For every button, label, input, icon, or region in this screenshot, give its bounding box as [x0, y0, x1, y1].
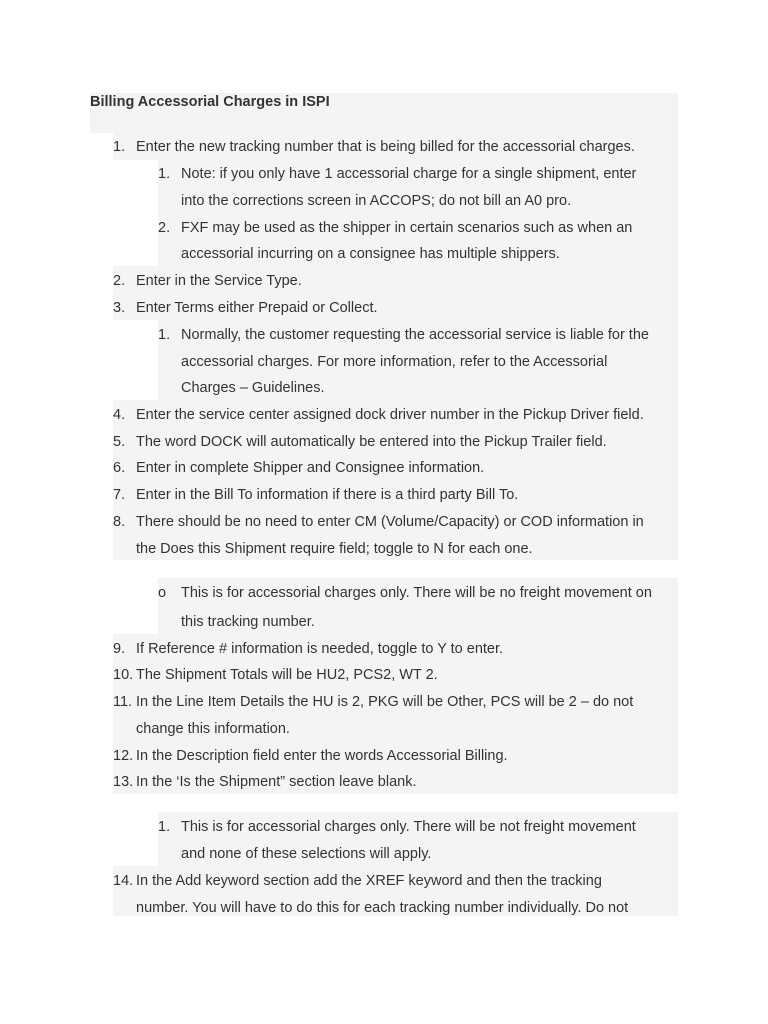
list-item-text: This is for accessorial charges only. There will be not freight movement: [181, 819, 636, 835]
list-item-text: In the Line Item Details the HU is 2, PKG will be Other, PCS will be 2 – do not: [136, 694, 634, 710]
list-item-text: Charges – Guidelines.: [181, 380, 325, 396]
list-item-text: In the Description field enter the words Accessorial Billing.: [136, 748, 508, 764]
list-number: 12.: [113, 748, 134, 764]
list-number: 1.: [158, 166, 171, 182]
list-number: 3.: [113, 300, 126, 316]
highlight-band: [113, 400, 678, 560]
list-number: 6.: [113, 460, 126, 476]
list-number: 5.: [113, 434, 126, 450]
list-item-text: Enter the new tracking number that is being billed for the accessorial charges.: [136, 139, 635, 155]
list-number: 1.: [158, 819, 171, 835]
list-item-text: In the Add keyword section add the XREF keyword and then the tracking: [136, 873, 602, 889]
list-item-text: Enter in the Bill To information if there is a third party Bill To.: [136, 487, 519, 503]
list-item-text: FXF may be used as the shipper in certain scenarios such as when an: [181, 220, 633, 236]
list-item-text: and none of these selections will apply.: [181, 846, 432, 862]
list-number: 1.: [113, 139, 126, 155]
list-item-text: Enter Terms either Prepaid or Collect.: [136, 300, 378, 316]
document-title: Billing Accessorial Charges in ISPI: [90, 94, 330, 110]
list-item-text: Note: if you only have 1 accessorial charge for a single shipment, enter: [181, 166, 637, 182]
list-item-text: number. You will have to do this for each tracking number individually. Do not: [136, 900, 629, 916]
list-item-text: Enter the service center assigned dock driver number in the Pickup Driver field.: [136, 407, 644, 423]
list-number: 2.: [158, 220, 171, 236]
list-item-text: This is for accessorial charges only. There will be no freight movement on: [181, 585, 652, 601]
list-number: 8.: [113, 514, 126, 530]
list-item-text: into the corrections screen in ACCOPS; do not bill an A0 pro.: [181, 193, 572, 209]
list-number: 10.: [113, 667, 134, 683]
list-item-text: If Reference # information is needed, toggle to Y to enter.: [136, 641, 504, 657]
list-item-text: Enter in complete Shipper and Consignee information.: [136, 460, 485, 476]
list-item-text: There should be no need to enter CM (Volume/Capacity) or COD information in: [136, 514, 644, 530]
list-item-text: this tracking number.: [181, 614, 315, 630]
list-item-text: Normally, the customer requesting the accessorial service is liable for the: [181, 327, 649, 343]
list-item-text: The word DOCK will automatically be entered into the Pickup Trailer field.: [136, 434, 607, 450]
list-item-text: Enter in the Service Type.: [136, 273, 302, 289]
list-item-text: change this information.: [136, 721, 290, 737]
list-number: 7.: [113, 487, 126, 503]
list-number: 14.: [113, 873, 134, 889]
list-number: 2.: [113, 273, 126, 289]
list-item-text: accessorial charges. For more information, refer to the Accessorial: [181, 354, 608, 370]
list-number: 11.: [113, 694, 133, 710]
list-number: 13.: [113, 774, 134, 790]
highlight-band: [113, 634, 678, 794]
list-item-text: the Does this Shipment require field; toggle to N for each one.: [136, 541, 533, 557]
list-number: 1.: [158, 327, 171, 343]
bullet-marker: o: [158, 585, 167, 601]
list-number: 4.: [113, 407, 126, 423]
list-item-text: accessorial incurring on a consignee has multiple shippers.: [181, 246, 560, 262]
list-item-text: In the ‘Is the Shipment” section leave blank.: [136, 774, 417, 790]
list-number: 9.: [113, 641, 126, 657]
list-item-text: The Shipment Totals will be HU2, PCS2, WT 2.: [136, 667, 438, 683]
